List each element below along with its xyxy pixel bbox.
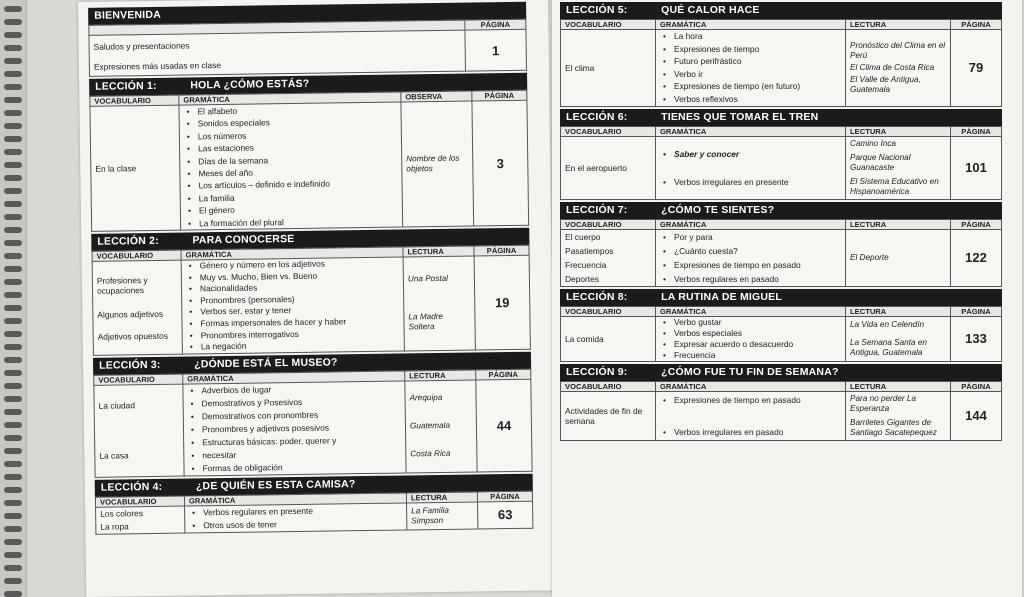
col-header: LECTURA — [403, 246, 474, 257]
lesson-table — [93, 369, 532, 478]
spiral-ring — [4, 214, 22, 220]
lectura-cell — [405, 380, 477, 473]
vocab-item: La casa — [99, 450, 129, 462]
lectura-cell — [846, 391, 951, 440]
right-column — [560, 2, 1002, 443]
spiral-ring — [4, 305, 22, 311]
spiral-ring — [4, 357, 22, 363]
spiral-ring — [4, 45, 22, 51]
vocab-cell — [90, 105, 181, 231]
spiral-ring — [4, 136, 22, 142]
grammar-item: • La formación del plural — [185, 214, 398, 229]
vocab-item: Actividades de fin de semana — [565, 405, 643, 426]
grammar-cell — [185, 503, 407, 533]
spiral-ring — [4, 396, 22, 402]
lesson-title: ¿DE QUIÉN ES ESTA CAMISA? — [195, 477, 356, 493]
col-header: VOCABULARIO — [95, 496, 184, 507]
page-number: 1 — [465, 29, 527, 71]
grammar-item: • Nacionalidades — [186, 281, 399, 296]
left-column — [88, 2, 533, 537]
grammar-item: • Meses del año — [184, 165, 397, 180]
lectura-cell — [846, 229, 951, 286]
spiral-ring — [4, 409, 22, 415]
col-header: VOCABULARIO — [561, 20, 656, 30]
grammar-item-cont: • necesitar — [188, 446, 401, 462]
spiral-ring — [4, 6, 22, 12]
lectura-item: El Clima de Costa Rica — [850, 62, 935, 72]
spiral-ring — [4, 370, 22, 376]
vocab-cell — [96, 506, 185, 534]
page-number: 3 — [472, 100, 529, 226]
lesson-table — [89, 90, 529, 232]
spiral-ring — [4, 32, 22, 38]
col-header: VOCABULARIO — [561, 381, 656, 391]
lectura-cell — [403, 256, 475, 351]
grammar-cell — [656, 136, 846, 199]
lesson-table — [560, 219, 1002, 287]
grammar-item: • Expresiones de tiempo (en futuro) — [660, 80, 841, 93]
spiral-ring — [4, 591, 22, 597]
col-header: LECTURA — [406, 492, 477, 503]
col-header: OBSERVA — [401, 91, 472, 102]
lesson-number: LECCIÓN 5: — [566, 4, 628, 16]
lectura-item: La Madre Soltera — [408, 312, 444, 332]
lectura-item: El Sistema Educativo en Hispanoamérica — [850, 176, 939, 196]
lectura-cell — [407, 502, 478, 530]
grammar-item: • Verbo ir — [660, 68, 841, 81]
col-header: VOCABULARIO — [561, 306, 656, 316]
lesson-title: TIENES QUE TOMAR EL TREN — [661, 110, 819, 123]
grammar-item: • Expresiones de tiempo en pasado — [660, 393, 841, 407]
lesson-title: ¿CÓMO FUE TU FIN DE SEMANA? — [661, 365, 839, 378]
grammar-item: • Estructuras básicas: poder, querer y — [188, 433, 401, 449]
grammar-item: • Formas impersonales de hacer y haber — [186, 316, 399, 331]
page-number: 101 — [951, 136, 1002, 199]
grammar-item: • Por y para — [660, 230, 841, 244]
spiral-ring — [4, 58, 22, 64]
grammar-cell — [656, 391, 846, 440]
col-header: VOCABULARIO — [94, 374, 183, 385]
lesson-number: LECCIÓN 4: — [100, 480, 163, 494]
lesson-header — [560, 364, 1002, 381]
lesson-title: QUÉ CALOR HACE — [661, 4, 760, 16]
spiral-ring — [4, 565, 22, 571]
col-header: LECTURA — [846, 381, 951, 391]
lesson-2 — [91, 228, 531, 356]
grammar-item: • Días de la semana — [184, 152, 397, 167]
vocab-cell — [561, 229, 656, 286]
lesson-header — [560, 202, 1002, 219]
spiral-ring — [4, 435, 22, 441]
lectura-item: La Semana Santa en Antigua, Guatemala — [850, 337, 927, 357]
spiral-binding — [0, 0, 27, 597]
grammar-item: • Expresiones de tiempo — [660, 43, 841, 56]
lesson-number: LECCIÓN 8: — [566, 290, 628, 303]
spiral-ring — [4, 344, 22, 350]
grammar-item: • Las estaciones — [184, 140, 397, 155]
bienvenida-table — [88, 19, 527, 77]
col-header: GRAMÁTICA — [184, 493, 406, 506]
vocab-item: El cuerpo — [565, 231, 601, 242]
spiral-ring — [4, 383, 22, 389]
spiral-ring — [4, 175, 22, 181]
spiral-ring — [4, 19, 22, 25]
spiral-ring — [4, 253, 22, 259]
col-header: VOCABULARIO — [561, 219, 656, 229]
spiral-ring — [4, 318, 22, 324]
grammar-item: • Pronombres interrogativos — [187, 327, 400, 342]
lectura-cell — [846, 30, 951, 107]
spiral-ring — [4, 513, 22, 519]
col-header: PÁGINA — [472, 90, 527, 101]
vocab-item: Deportes — [565, 273, 599, 284]
page-header: PÁGINA — [465, 19, 526, 30]
col-header: PÁGINA — [951, 306, 1002, 316]
grammar-item: • Verbos regulares en presente — [189, 503, 402, 519]
spiral-ring — [4, 266, 22, 272]
lectura-cell — [846, 136, 951, 199]
grammar-item: • Pronombres (personales) — [186, 292, 399, 307]
grammar-cell — [181, 257, 404, 354]
lectura-item: Costa Rica — [410, 449, 451, 459]
col-header: PÁGINA — [951, 20, 1002, 30]
col-header: GRAMÁTICA — [181, 247, 403, 260]
page-number: 122 — [951, 229, 1002, 286]
grammar-item: • Verbos irregulares en presente — [660, 175, 841, 189]
vocab-item: La comida — [565, 333, 604, 344]
page-number: 144 — [951, 391, 1002, 440]
vocab-item: El clima — [565, 62, 595, 73]
grammar-item: • Otros usos de tener — [189, 516, 402, 532]
vocab-cell — [561, 30, 656, 107]
grammar-item: • Sonidos especiales — [184, 115, 397, 130]
lesson-9 — [560, 364, 1002, 441]
lectura-item: La Familia Simpson — [411, 505, 449, 526]
lectura-item: Para no perder La Esperanza — [850, 393, 916, 413]
grammar-item: • Los números — [184, 127, 397, 142]
lectura-item: Pronóstico del Clima en el Perú — [850, 40, 946, 60]
lesson-number: LECCIÓN 9: — [566, 365, 628, 378]
grammar-item: • Formas de obligación — [188, 459, 401, 475]
lesson-title: HOLA ¿CÓMO ESTÁS? — [190, 77, 310, 92]
col-header: LECTURA — [846, 20, 951, 30]
grammar-item: • Verbos regulares en pasado — [660, 272, 841, 286]
col-header: PÁGINA — [476, 369, 531, 380]
spiral-ring — [4, 578, 22, 584]
lesson-table — [560, 126, 1002, 200]
grammar-item: • La negación — [187, 339, 400, 354]
grammar-cell — [183, 381, 406, 476]
lesson-table — [560, 381, 1002, 441]
lesson-title: LA RUTINA DE MIGUEL — [661, 290, 782, 303]
lectura-item: Guatemala — [409, 421, 451, 431]
lectura-item: Parque Nacional Guanacaste — [850, 152, 911, 172]
spiral-ring — [4, 461, 22, 467]
grammar-cell — [656, 316, 846, 361]
col-header: PÁGINA — [474, 245, 529, 256]
col-header: VOCABULARIO — [90, 95, 179, 106]
grammar-item: • Verbo gustar — [660, 317, 841, 328]
spiral-ring — [4, 84, 22, 90]
lesson-header — [560, 109, 1002, 126]
grammar-cell — [179, 102, 403, 230]
grammar-item: • La hora — [660, 30, 841, 43]
grammar-item: • Saber y conocer — [660, 147, 841, 161]
left-page — [78, 0, 556, 597]
grammar-item: • Expresiones de tiempo en pasado — [660, 258, 841, 272]
lesson-1 — [89, 73, 529, 232]
lesson-header — [560, 289, 1002, 306]
col-header: VOCABULARIO — [561, 126, 656, 136]
lesson-title: ¿CÓMO TE SIENTES? — [661, 203, 775, 216]
lesson-table — [560, 19, 1002, 107]
lesson-title: PARA CONOCERSE — [192, 233, 295, 247]
vocab-item: Adjetivos opuestos — [97, 331, 169, 343]
lesson-5 — [560, 2, 1002, 107]
col-header: GRAMÁTICA — [656, 306, 846, 316]
spiral-ring — [4, 279, 22, 285]
spiral-ring — [4, 526, 22, 532]
grammar-item: • Expresar acuerdo o desacuerdo — [660, 339, 841, 350]
vocab-cell — [561, 316, 656, 361]
spiral-ring — [4, 71, 22, 77]
spiral-ring — [4, 240, 22, 246]
lesson-6 — [560, 109, 1002, 200]
grammar-item: • Adverbios de lugar — [187, 381, 400, 397]
vocab-item: La ropa — [100, 521, 129, 532]
spiral-ring — [4, 474, 22, 480]
col-header: GRAMÁTICA — [656, 219, 846, 229]
spiral-ring — [4, 97, 22, 103]
grammar-item: • Pronombres y adjetivos posesivos — [188, 420, 401, 436]
observa-cell — [401, 101, 474, 227]
col-header: PÁGINA — [951, 381, 1002, 391]
grammar-item: • La familia — [185, 189, 398, 204]
page-number: 63 — [478, 501, 533, 529]
lesson-number: LECCIÓN 3: — [98, 358, 161, 372]
col-header: GRAMÁTICA — [656, 20, 846, 30]
vocab-cell — [94, 384, 184, 477]
col-header: GRAMÁTICA — [656, 381, 846, 391]
grammar-item: • Verbos irregulares en pasado — [660, 425, 841, 439]
spiral-ring — [4, 227, 22, 233]
lesson-table — [95, 491, 533, 535]
spiral-ring — [4, 448, 22, 454]
grammar-item: • Verbos reflexivos — [660, 93, 841, 106]
vocab-item: Pasatiempos — [565, 245, 614, 256]
spiral-ring — [4, 110, 22, 116]
col-header: VOCABULARIO — [92, 250, 181, 261]
section-bienvenida — [88, 2, 527, 77]
right-page — [552, 0, 1022, 597]
spiral-ring — [4, 201, 22, 207]
grammar-item: • Los artículos – definido e indefinido — [184, 177, 397, 192]
lectura-item: Barriletes Gigantes de Santiago Sacatepequez — [850, 417, 937, 437]
lectura-cell — [846, 316, 951, 361]
lectura-item: El Valle de Antigua, Guatemala — [850, 74, 921, 94]
grammar-item: • Verbos especiales — [660, 328, 841, 339]
col-header: LECTURA — [846, 126, 951, 136]
spiral-ring — [4, 500, 22, 506]
spiral-ring — [4, 292, 22, 298]
spiral-ring — [4, 422, 22, 428]
spiral-ring — [4, 331, 22, 337]
lesson-7 — [560, 202, 1002, 287]
grammar-item: • Demostrativos y Posesivos — [188, 394, 401, 410]
grammar-item: • Frecuencia — [660, 350, 841, 361]
page-number: 44 — [476, 379, 532, 472]
page-number: 133 — [951, 316, 1002, 361]
grammar-item: • Verbos ser, estar y tener — [186, 304, 399, 319]
lesson-3 — [93, 352, 533, 478]
col-header: PÁGINA — [951, 219, 1002, 229]
page-number: 19 — [474, 255, 530, 350]
grammar-item: • Demostrativos con pronombres — [188, 407, 401, 423]
vocab-item: En la clase — [95, 163, 137, 174]
vocab-item: Profesiones y ocupaciones — [96, 275, 148, 297]
grammar-item: • El género — [185, 202, 398, 217]
grammar-item: • Futuro perifrástico — [660, 55, 841, 68]
col-header: GRAMÁTICA — [656, 126, 846, 136]
lectura-item: Arequipa — [409, 393, 443, 403]
grammar-item: • Muy vs. Mucho, Bien vs. Bueno — [186, 269, 399, 284]
vocab-cell — [561, 136, 656, 199]
bienvenida-item: Saludos y presentaciones — [93, 40, 190, 52]
lesson-title: ¿DÓNDE ESTÁ EL MUSEO? — [194, 356, 338, 371]
col-header: PÁGINA — [477, 491, 532, 502]
lesson-8 — [560, 289, 1002, 362]
vocab-item: La ciudad — [98, 400, 136, 412]
lesson-4 — [95, 474, 534, 535]
lesson-table — [560, 306, 1002, 362]
spiral-ring — [4, 552, 22, 558]
col-header: LECTURA — [846, 219, 951, 229]
vocab-item: Los colores — [100, 507, 144, 519]
vocab-cell — [92, 260, 182, 355]
bienvenida-items — [89, 30, 466, 76]
col-header: PÁGINA — [951, 126, 1002, 136]
spiral-ring — [4, 188, 22, 194]
grammar-cell — [656, 229, 846, 286]
grammar-cell — [656, 30, 846, 107]
lesson-number: LECCIÓN 1: — [95, 79, 157, 93]
col-header: GRAMÁTICA — [183, 371, 405, 384]
spiral-ring — [4, 487, 22, 493]
spiral-ring — [4, 123, 22, 129]
lectura-item: El Deporte — [850, 252, 889, 262]
vocab-item: Frecuencia — [565, 259, 607, 270]
section-title: BIENVENIDA — [94, 8, 162, 22]
vocab-item: Algunos adjetivos — [97, 309, 164, 321]
grammar-item: • Género y número en los adjetivos — [186, 258, 399, 273]
spiral-ring — [4, 539, 22, 545]
col-header: LECTURA — [846, 306, 951, 316]
lesson-number: LECCIÓN 6: — [566, 110, 628, 123]
lesson-header — [560, 2, 1002, 19]
vocab-item: En el aeropuerto — [565, 162, 627, 173]
lectura-item: Una Postal — [407, 274, 449, 284]
observa-item: Nombre de los objetos — [406, 153, 460, 174]
lesson-table — [91, 245, 530, 356]
bienvenida-item: Expresiones más usadas en clase — [93, 60, 222, 72]
page-number: 79 — [951, 30, 1002, 107]
spiral-ring — [4, 162, 22, 168]
col-header: GRAMÁTICA — [179, 92, 401, 105]
col-header: LECTURA — [405, 370, 476, 381]
lesson-number: LECCIÓN 7: — [566, 203, 628, 216]
lectura-item: La Vida en Celendín — [850, 319, 925, 329]
lesson-number: LECCIÓN 2: — [97, 234, 159, 248]
lectura-item: Camino Inca — [850, 138, 896, 148]
grammar-item: • ¿Cuánto cuesta? — [660, 244, 841, 258]
grammar-item: • El alfabeto — [183, 103, 396, 118]
vocab-cell — [561, 391, 656, 440]
spiral-ring — [4, 149, 22, 155]
